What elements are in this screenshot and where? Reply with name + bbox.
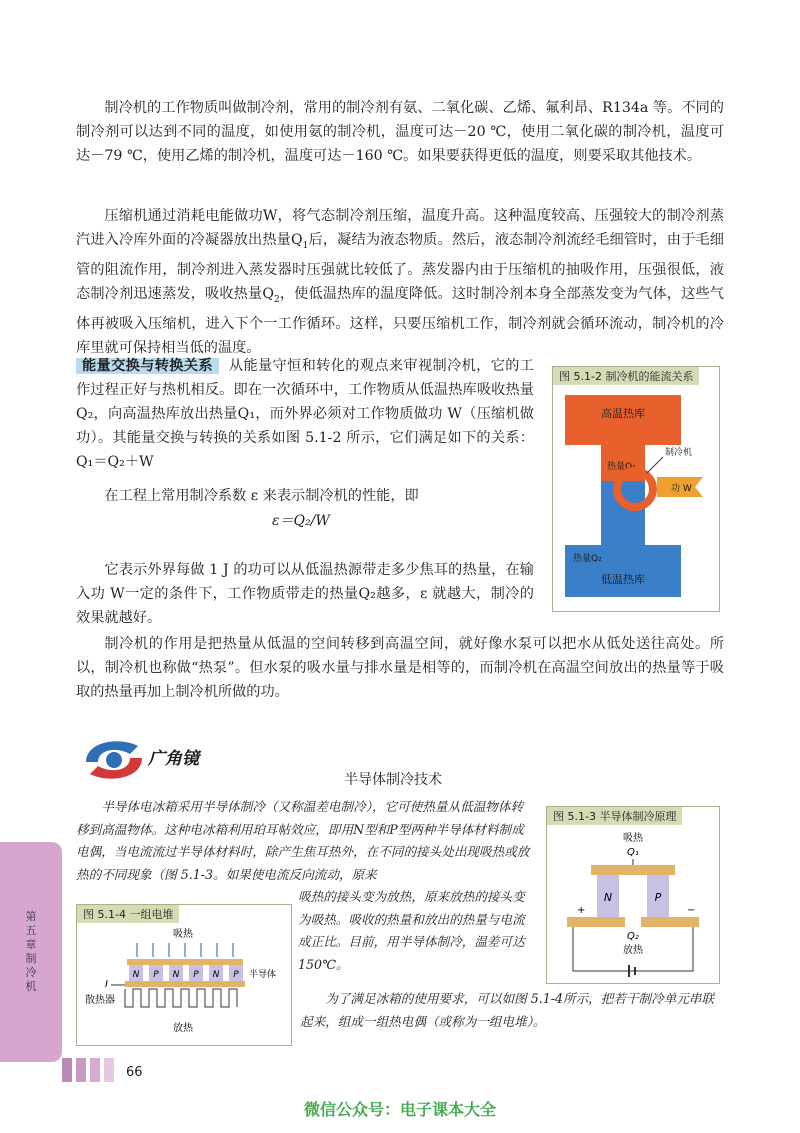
figure-5-1-4-label: 图 5.1-4 一组电堆 (77, 905, 179, 923)
energy-flow-diagram (553, 367, 719, 611)
pile-release-label: 放热 (173, 1023, 193, 1034)
top-junction (591, 865, 675, 875)
paragraph-compressor (76, 204, 724, 360)
heat1-label: 热量Q₁ (607, 462, 636, 472)
paragraph-refrigerants: 制冷机的工作物质叫做制冷剂，常用的制冷剂有氨、二氧化碳、乙烯、氟利昂、R134a 等。不同的制冷剂可以达到不同的温度，如使用氨的制冷机，温度可达－20 ℃，使用二氧化碳的制冷机，温度可达－79 ℃，使用乙烯的制冷机，温度可达－160 ℃。如果要获得更低的温度，则要采取其他技术。 (76, 100, 724, 164)
cell-5: P (233, 970, 239, 980)
paragraph-pile: 为了满足冰箱的使用要求，可以如图 5.1-4所示，把若干制冷单元串联起来，组成一组热电偶（或称为一组电堆）。 (300, 991, 715, 1029)
heat2-label: 热量Q₂ (573, 554, 602, 564)
bottom-left-junction (567, 917, 625, 927)
cell-0: N (132, 970, 140, 980)
p2-part-b: 后，凝结为液态物质。然后，液态制冷剂流经毛细管时，由于毛细管的阻流作用，制冷剂进入蒸发器时压强就比较低了。蒸发器内由于压缩机的抽吸作用，压强很低，液态制冷剂迅速蒸发，吸收热量Q (76, 232, 724, 302)
paragraph-current-reverse: 吸热的接头变为放热，原来放热的接头变为吸热。吸收的热量和放出的热量与电流成正比。目前，用半导体制冷，温差可达 150℃。 (298, 889, 525, 972)
machine-label: 制冷机 (665, 448, 693, 458)
p2-part-a: 压缩机通过消耗电能做功W，将气态制冷剂压缩，温度升高。这种温度较高、压强较大的制冷剂蒸汽进入冷库外面的冷凝器放出热量Q (76, 208, 724, 248)
paragraph-semiconductor-fridge: 半导体电冰箱采用半导体制冷（又称温差电制冷），它可使热量从低温物体转移到高温物体。这种电冰箱利用珀耳帖效应，即用N型和P型两种半导体材料制成电偶，当电流流过半导体材料时，除产生焦耳热外，在不同的接头处出现吸热或放热的不同现象（图 5.1-3。如果使电流反向流动，原来 (76, 799, 530, 882)
section-title-semiconductor: 半导体制冷技术 (344, 772, 442, 788)
pile-bottom-plate (125, 981, 245, 987)
sub-2: 2 (273, 294, 280, 305)
work-label: 功 W (671, 484, 692, 494)
pile-absorb-label: 吸热 (173, 929, 193, 940)
wide-angle-title: 广角镜 (148, 749, 199, 769)
cell-2: N (172, 970, 180, 980)
paragraph-cop-intro: 在工程上常用制冷系数 ε 来表示制冷机的性能，即 (104, 488, 419, 504)
figure-5-1-2 (552, 366, 720, 612)
p3-text: 从能量守恒和转化的观点来审视制冷机，它的工作过程正好与热机相反。即在一次循环中，工作物质从低温热库吸收热量Q₂，向高温热库放出热量Q₁，而外界必须对工作物质做功 W（压缩机做功）。其能量交换与转换的关系如图 5.1-2 所示，它们满足如下的关系：Q₁＝Q₂＋W (76, 358, 534, 470)
bottom-right-junction (641, 917, 699, 927)
flow-up-bar (601, 471, 645, 551)
semi-label: 半导体 (249, 970, 277, 980)
machine-pointer (647, 457, 663, 473)
hot-reservoir (565, 395, 681, 445)
radiator-fins (125, 989, 237, 1007)
page-stripes-decoration (62, 1058, 122, 1082)
cold-reservoir (565, 545, 681, 597)
current-label: I (105, 979, 108, 990)
radiator-label: 散热器 (85, 995, 115, 1006)
q1-label: Q₁ (627, 847, 639, 858)
cell-3: P (193, 970, 199, 980)
peltier-pile-diagram (77, 905, 291, 1045)
figure-5-1-2-label: 图 5.1-2 制冷机的能流关系 (553, 367, 699, 385)
footer-watermark: 微信公众号：电子课本大全 (303, 1100, 496, 1119)
paragraph-energy-relation (76, 354, 534, 474)
n-label: N (603, 891, 613, 904)
cell-1: P (153, 970, 159, 980)
equation-cop: ε＝Q₂/W (272, 513, 330, 529)
paragraph-heat-pump: 制冷机的作用是把热量从低温的空间转移到高温空间，就好像水泵可以把水从低处送往高处。所以，制冷机也称做“热泵”。但水泵的吸水量与排水量是相等的，而制冷机在高温空间放出的热量等于吸取的热量再加上制冷机所做的功。 (76, 636, 724, 700)
cell-4: N (212, 970, 220, 980)
p-label: P (654, 891, 662, 904)
p2-part-c: ，使低温热库的温度降低。这时制冷剂本身全部蒸发变为气体，这些气体再被吸入压缩机，进入下个一工作循环。这样，只要压缩机工作，制冷剂就会循环流动，制冷机的冷库里就可保持相当低的温度。 (76, 285, 724, 356)
plus-label: + (577, 905, 586, 916)
hot-label: 高温热库 (601, 407, 645, 420)
section-tag: 能量交换与转换关系 (76, 358, 219, 374)
figure-5-1-4 (76, 904, 292, 1046)
figure-5-1-3 (546, 806, 720, 984)
chapter-side-label: 第五章 制冷机 (25, 910, 37, 993)
minus-label: − (687, 905, 696, 916)
paragraph-cop-meaning: 它表示外界每做 1 J 的功可以从低温热源带走多少焦耳的热量，在输入功 W一定的条件下，工作物质带走的热量Q₂越多，ε 就越大，制冷的效果就越好。 (76, 562, 534, 626)
release-label: 放热 (623, 945, 643, 956)
page-number: 66 (126, 1065, 143, 1080)
sub-1: 1 (302, 240, 309, 251)
cold-label: 低温热库 (601, 573, 645, 586)
q2-label: Q₂ (627, 931, 639, 942)
pile-cells (129, 965, 243, 981)
absorb-arrows (137, 943, 233, 957)
peltier-diagram (547, 807, 719, 983)
figure-5-1-3-label: 图 5.1-3 半导体制冷原理 (547, 807, 682, 825)
pile-top-plate (127, 959, 243, 965)
wide-angle-logo-icon (78, 732, 150, 786)
absorb-label: 吸热 (623, 833, 643, 844)
